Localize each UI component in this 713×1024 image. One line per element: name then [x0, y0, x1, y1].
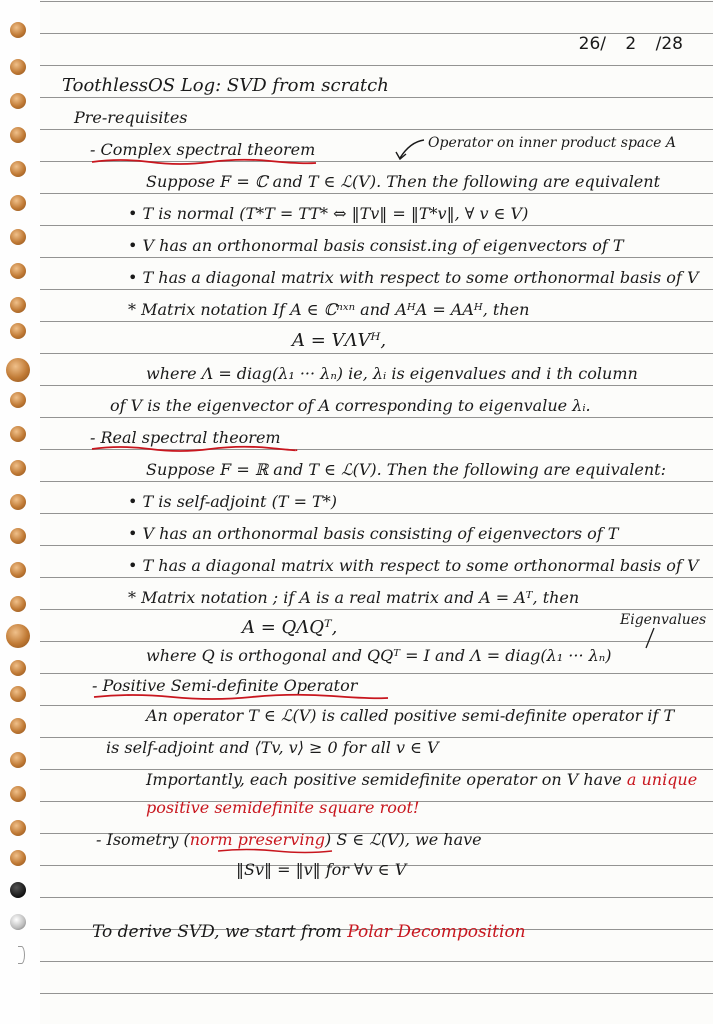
- square-root-highlight: positive semidefinite square root!: [146, 798, 420, 817]
- complex-spectral-heading: - Complex spectral theorem: [90, 140, 316, 159]
- psd-importantly-line: [146, 770, 697, 790]
- real-matrix-note: * Matrix notation ; if A is a real matrix and A = Aᵀ, then: [128, 588, 580, 607]
- psd-definition-line1: An operator T ∈ ℒ(V) is called positive semi-definite operator if T: [146, 706, 675, 725]
- binding-ring: [10, 426, 26, 442]
- binding-ring: [10, 93, 26, 109]
- binding-ring: [6, 358, 30, 382]
- conclusion-text: To derive SVD, we start from: [92, 922, 342, 942]
- binding-ring: [10, 22, 26, 38]
- eigenvalues-annotation: Eigenvalues: [620, 612, 707, 628]
- isometry-line: [96, 830, 482, 850]
- norm-preserving-highlight: norm preserving: [189, 830, 325, 849]
- binding-ring: [10, 195, 26, 211]
- real-item-basis: • V has an orthonormal basis consisting of eigenvectors of T: [128, 524, 619, 543]
- binding-ring: [10, 718, 26, 734]
- binding-ring: [10, 528, 26, 544]
- binding-ring: [10, 820, 26, 836]
- complex-matrix-note: * Matrix notation If A ∈ ℂⁿˣⁿ and AᴴA = AAᴴ, then: [128, 300, 530, 319]
- inner-product-annotation: Operator on inner product space A: [428, 135, 676, 151]
- binding-ring: [10, 229, 26, 245]
- page-title: ToothlessOS Log: SVD from scratch: [62, 75, 389, 96]
- binding-ring: [10, 786, 26, 802]
- binding-ring: [10, 460, 26, 476]
- real-spectral-heading: - Real spectral theorem: [90, 428, 281, 447]
- real-where: where Q is orthogonal and QQᵀ = I and Λ = diag(λ₁ ··· λₙ): [146, 646, 612, 665]
- isometry-formula: ‖Sv‖ = ‖v‖ for ∀v ∈ V: [236, 860, 407, 879]
- complex-suppose: Suppose F = ℂ and T ∈ ℒ(V). Then the following are equivalent: [146, 172, 661, 191]
- binding-ring: [10, 752, 26, 768]
- psd-heading: - Positive Semi-definite Operator: [92, 676, 358, 695]
- binding-ring: [10, 914, 26, 930]
- real-suppose: Suppose F = ℝ and T ∈ ℒ(V). Then the following are equivalent:: [146, 460, 666, 479]
- binding-ring: [6, 624, 30, 648]
- binding-ring: [10, 263, 26, 279]
- binding-ring: [10, 392, 26, 408]
- complex-where-line1: where Λ = diag(λ₁ ··· λₙ) ie, λᵢ is eigenvalues and i th column: [146, 364, 638, 383]
- binding-ring: [10, 562, 26, 578]
- annotation-arrow-icon: [392, 136, 428, 164]
- complex-formula: A = VΛVᴴ,: [292, 330, 387, 351]
- binding-ring: [10, 686, 26, 702]
- binding-ring: [10, 161, 26, 177]
- complex-item-normal: • T is normal (T*T = TT* ⇔ ‖Tv‖ = ‖T*v‖, ∀ v ∈ V): [128, 204, 529, 223]
- real-item-diagonal: • T has a diagonal matrix with respect to some orthonormal basis of V: [128, 556, 699, 575]
- unique-highlight: a unique: [626, 770, 698, 789]
- binding-ring: [10, 850, 26, 866]
- isometry-label: - Isometry (: [96, 830, 190, 849]
- binding-ring: [10, 297, 26, 313]
- prerequisites-label: Pre-requisites: [74, 108, 188, 127]
- isometry-label-rest: ) S ∈ ℒ(V), we have: [324, 830, 482, 849]
- binding-ring: [10, 596, 26, 612]
- complex-where-line2: of V is the eigenvector of A corresponding to eigenvalue λᵢ.: [110, 396, 591, 415]
- binding-ring: [10, 494, 26, 510]
- real-item-self-adjoint: • T is self-adjoint (T = T*): [128, 492, 337, 511]
- binding-ring: [10, 882, 26, 898]
- real-formula: A = QΛQᵀ,: [242, 617, 338, 638]
- binding-ring: [10, 323, 26, 339]
- binding-ring: [18, 946, 25, 964]
- binding-ring: [10, 127, 26, 143]
- psd-definition-line2: is self-adjoint and ⟨Tv, v⟩ ≥ 0 for all v ∈ V: [106, 738, 439, 757]
- entry-date: 26/ 2 /28: [578, 34, 683, 54]
- complex-item-diagonal: • T has a diagonal matrix with respect to some orthonormal basis of V: [128, 268, 699, 287]
- complex-item-basis: • V has an orthonormal basis consist.ing of eigenvectors of T: [128, 236, 624, 255]
- conclusion-line: [92, 922, 526, 942]
- polar-decomposition-highlight: Polar Decomposition: [347, 922, 526, 942]
- psd-importantly-text: Importantly, each positive semidefinite operator on V have: [146, 770, 622, 789]
- binding-ring: [10, 59, 26, 75]
- binding-ring: [10, 660, 26, 676]
- spiral-binding: [0, 0, 40, 1024]
